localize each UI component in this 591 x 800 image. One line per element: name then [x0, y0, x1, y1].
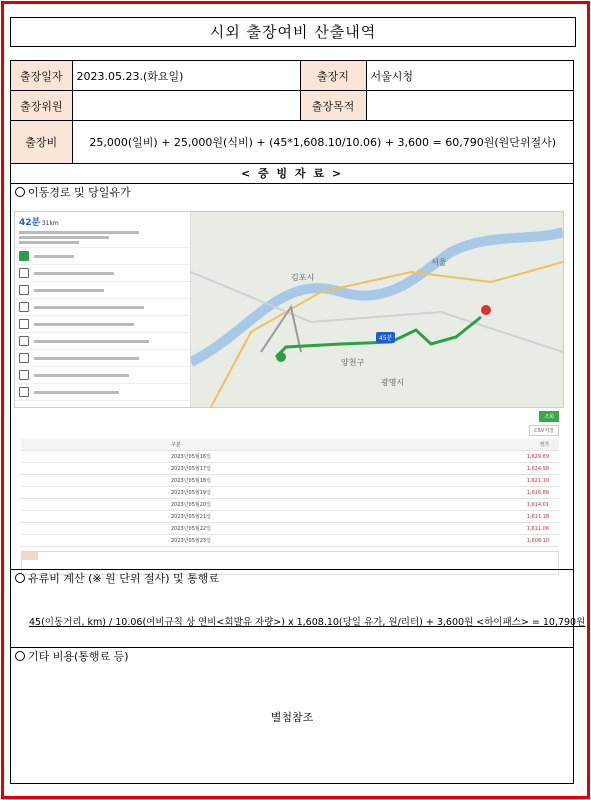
map-drawing [191, 212, 563, 407]
row-price: 1,624.98 [512, 463, 559, 475]
route-step [15, 316, 190, 333]
cost-label: 출장비 [11, 121, 72, 164]
route-step [15, 248, 190, 265]
row-price: 1,611.18 [512, 511, 559, 523]
route-map-screenshot [14, 211, 564, 408]
circle-bullet-icon [15, 651, 25, 661]
date-value: 2023.05.23.(화요일) [72, 61, 300, 91]
row-price: 1,608.10 [512, 535, 559, 547]
route-time-badge: 45분 [376, 332, 395, 343]
purpose-label: 출장목적 [300, 91, 366, 121]
step-bar [34, 323, 134, 326]
trip-info-table [11, 61, 573, 164]
summary-bar [19, 236, 109, 239]
evidence-title: < 증 빙 자 료 > [11, 164, 573, 184]
route-step [15, 367, 190, 384]
row-date: 2023년05월18일 [21, 475, 512, 487]
step-bar [34, 272, 114, 275]
row-date: 2023년05월23일 [21, 535, 512, 547]
route-distance: 31km [41, 220, 59, 227]
price-table [21, 439, 559, 547]
row-date: 2023년05월20일 [21, 499, 512, 511]
table-toolbar [21, 411, 559, 422]
merge-icon [19, 302, 29, 312]
map-label: 양천구 [341, 358, 365, 367]
step-bar [34, 306, 144, 309]
price-col-header: 구분 [21, 439, 512, 451]
destination-marker [481, 305, 491, 315]
merge-icon [19, 353, 29, 363]
row-price: 1,611.06 [512, 523, 559, 535]
date-label: 출장일자 [11, 61, 72, 91]
member-label: 출장위원 [11, 91, 72, 121]
row-price: 1,616.86 [512, 487, 559, 499]
step-bar [34, 255, 74, 258]
table-row [21, 475, 559, 487]
row-date: 2023년05월17일 [21, 463, 512, 475]
summary-bar [19, 231, 139, 234]
table-row [21, 523, 559, 535]
fuel-section-heading [11, 569, 573, 588]
route-time: 42분 [19, 218, 41, 228]
price-col-header: 경기 [512, 439, 559, 451]
document-title: 시외 출장여비 산출내역 [10, 17, 576, 47]
footer-tab [22, 552, 38, 560]
table-row [21, 535, 559, 547]
cost-value: 25,000(일비) + 25,000원(식비) + (45*1,608.10/10.06) + 3,600 = 60,790원(원단위절사) [72, 121, 573, 164]
other-section-heading [11, 647, 573, 666]
main-table [10, 60, 586, 784]
row-date: 2023년05월19일 [21, 487, 512, 499]
row-price: 1,621.10 [512, 475, 559, 487]
turn-right-icon [19, 268, 29, 278]
start-marker [276, 352, 286, 362]
row-price: 1,629.89 [512, 451, 559, 463]
step-bar [34, 340, 149, 343]
table-row [21, 511, 559, 523]
attachment-note: 별첨참조 [270, 711, 314, 724]
route-step [15, 282, 190, 299]
table-toolbar [21, 425, 559, 436]
circle-bullet-icon [15, 573, 25, 583]
table-row [21, 499, 559, 511]
map-canvas [191, 212, 563, 407]
summary-bar [19, 241, 79, 244]
table-row [21, 487, 559, 499]
fuel-calculation: 45(이동거리, km) / 10.06(여비규칙 상 연비<회발유 자량>) x 1,608.10(당일 유가, 원/리터) + 3,600원 <하이패스> = 10,790원 [29, 617, 586, 628]
purpose-value [366, 91, 573, 121]
circle-bullet-icon [15, 187, 25, 197]
route-summary [15, 212, 190, 248]
row-date: 2023년05월22일 [21, 523, 512, 535]
search-button: 조회 [539, 411, 559, 422]
fuel-price-screenshot [21, 411, 559, 561]
row-date: 2023년05월16일 [21, 451, 512, 463]
route-step [15, 384, 190, 401]
step-bar [34, 391, 119, 394]
row-price: 1,614.01 [512, 499, 559, 511]
turn-right-icon [19, 336, 29, 346]
place-value: 서울시청 [366, 61, 573, 91]
route-section-label: 이동경로 및 당일유가 [28, 186, 131, 199]
fuel-section-label: 유류비 계산 (※ 원 단위 절사) 및 통행료 [28, 572, 220, 585]
table-row [21, 451, 559, 463]
route-step [15, 299, 190, 316]
map-label: 광명시 [381, 378, 405, 387]
route-step [15, 350, 190, 367]
step-bar [34, 289, 104, 292]
row-date: 2023년05월21일 [21, 511, 512, 523]
route-section-heading [11, 184, 573, 202]
step-bar [34, 357, 139, 360]
route-side-panel [15, 212, 191, 407]
route-step [15, 265, 190, 282]
turn-left-icon [19, 285, 29, 295]
route-step [15, 333, 190, 350]
table-row [21, 463, 559, 475]
other-section-label: 기타 비용(통행료 등) [28, 650, 129, 663]
map-label: 김포시 [291, 273, 315, 282]
turn-left-icon [19, 370, 29, 380]
turn-right-icon [19, 387, 29, 397]
member-value [72, 91, 300, 121]
place-label: 출장지 [300, 61, 366, 91]
csv-save-button: CSV저장 [529, 425, 559, 436]
start-icon [19, 251, 29, 261]
merge-icon [19, 319, 29, 329]
map-label: 서울 [431, 258, 447, 267]
step-bar [34, 374, 129, 377]
